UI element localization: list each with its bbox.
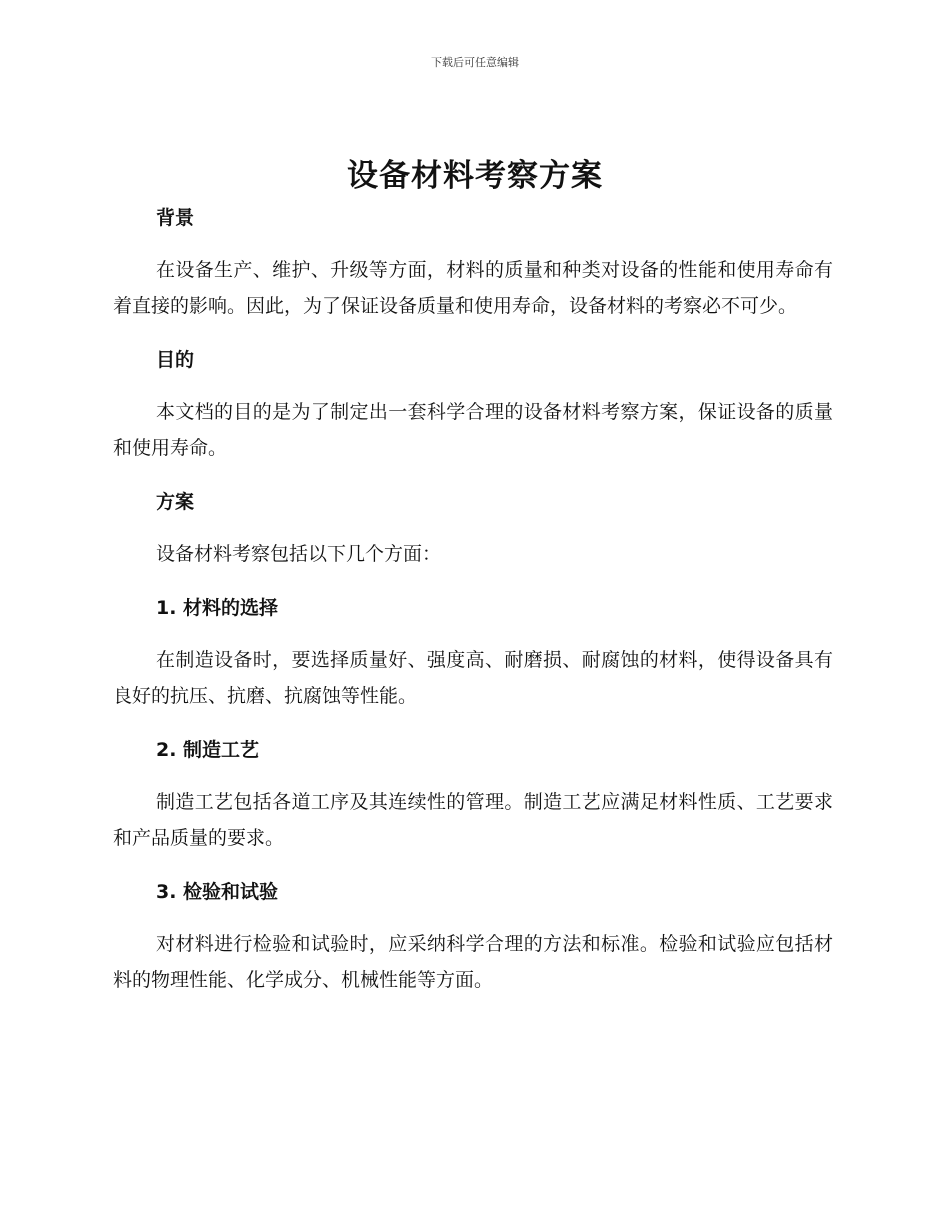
section-heading-item3: 3. 检验和试验	[156, 881, 279, 903]
section-text-purpose: 本文档的目的是为了制定出一套科学合理的设备材料考察方案，保证设备的质量和使用寿命。	[113, 401, 833, 459]
section-heading-purpose: 目的	[156, 349, 195, 371]
document-body	[113, 200, 833, 998]
section-text-background: 在设备生产、维护、升级等方面，材料的质量和种类对设备的性能和使用寿命有着直接的影响。因此，为了保证设备质量和使用寿命，设备材料的考察必不可少。	[113, 259, 833, 317]
header-note: 下载后可任意编辑	[431, 56, 519, 69]
document-title: 设备材料考察方案	[347, 158, 603, 194]
section-heading-item2: 2. 制造工艺	[156, 739, 260, 761]
section-heading-item1: 1. 材料的选择	[156, 597, 279, 619]
section-text-item1: 在制造设备时，要选择质量好、强度高、耐磨损、耐腐蚀的材料，使得设备具有良好的抗压、抗磨、抗腐蚀等性能。	[113, 649, 833, 707]
section-text-item3: 对材料进行检验和试验时，应采纳科学合理的方法和标准。检验和试验应包括材料的物理性能、化学成分、机械性能等方面。	[113, 933, 833, 991]
section-text-item2: 制造工艺包括各道工序及其连续性的管理。制造工艺应满足材料性质、工艺要求和产品质量的要求。	[113, 791, 833, 849]
section-text-plan-intro: 设备材料考察包括以下几个方面：	[156, 543, 442, 565]
section-heading-plan: 方案	[156, 491, 195, 513]
section-heading-background: 背景	[156, 207, 195, 229]
